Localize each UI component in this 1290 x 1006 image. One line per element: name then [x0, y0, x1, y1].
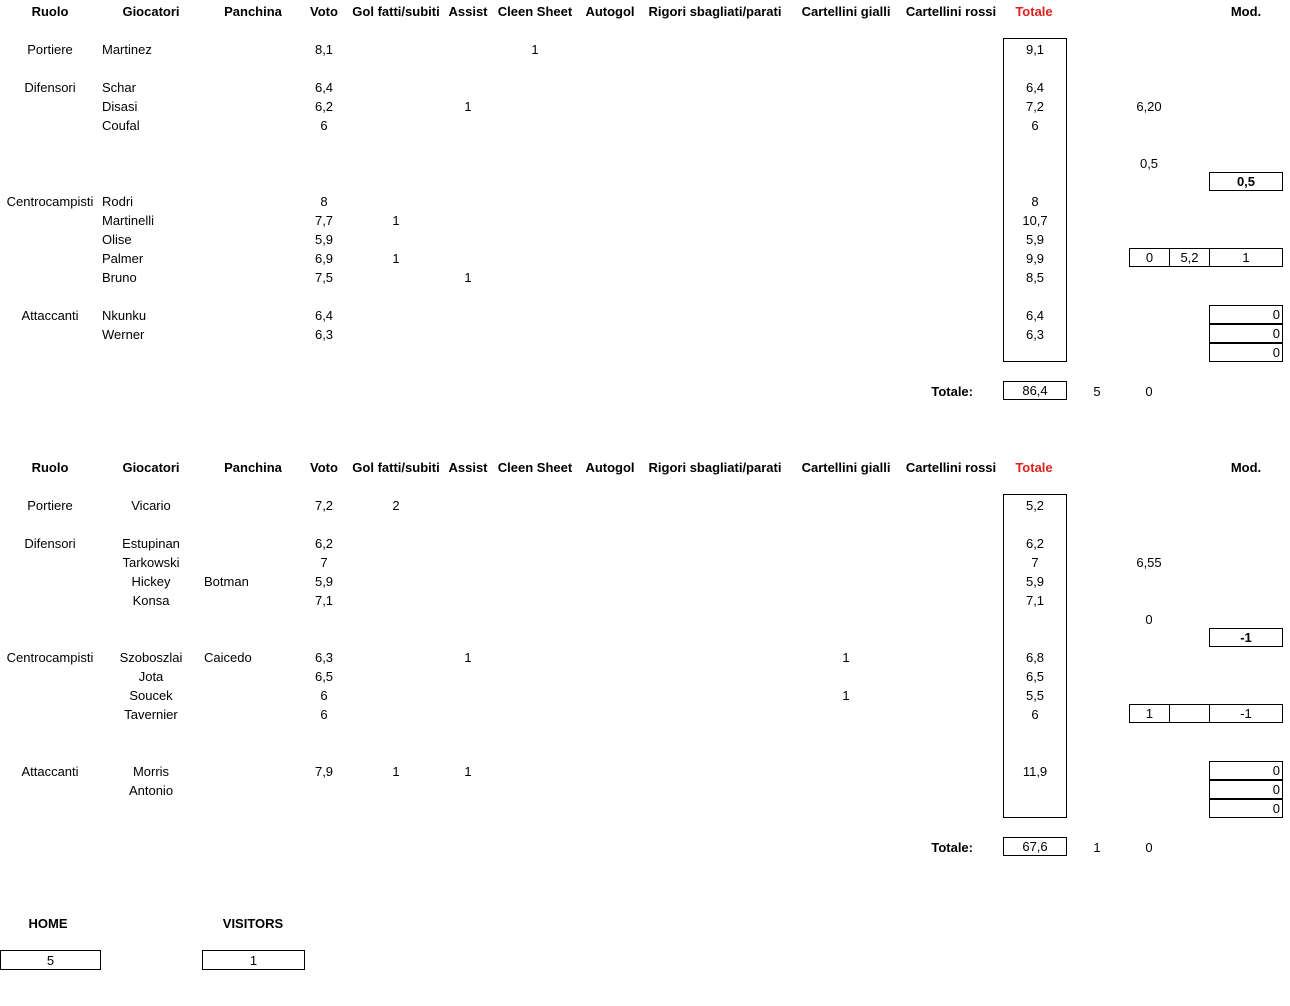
- defense-modifier: 0: [1145, 612, 1153, 627]
- yellow-card-cell: 1: [842, 650, 850, 665]
- voto-cell: 6,4: [314, 80, 334, 95]
- header-cleen-sheet: Cleen Sheet: [497, 460, 573, 475]
- total-value-box: 67,6: [1003, 837, 1067, 856]
- voto-cell: 6: [320, 707, 328, 722]
- player-name: Disasi: [102, 99, 138, 114]
- midfield-calc-a: 0: [1129, 248, 1170, 267]
- assist-cell: 1: [464, 99, 472, 114]
- defense-modifier-box: -1: [1209, 628, 1283, 647]
- defense-modifier: 0,5: [1139, 156, 1159, 171]
- player-name: Martinelli: [102, 213, 155, 228]
- totale-cell: 6,2: [1025, 536, 1045, 551]
- header-panchina: Panchina: [224, 4, 282, 19]
- voto-cell: 7,2: [314, 498, 334, 513]
- totale-cell: 7,1: [1025, 593, 1045, 608]
- gol-cell: 2: [392, 498, 400, 513]
- header-gialli: Cartellini gialli: [801, 460, 891, 475]
- player-name: Bruno: [102, 270, 137, 285]
- voto-cell: 7,1: [314, 593, 334, 608]
- midfield-calc-b: [1169, 704, 1210, 723]
- header-ruolo: Ruolo: [31, 460, 69, 475]
- voto-cell: 8,1: [314, 42, 334, 57]
- header-totale: Totale: [1015, 460, 1053, 475]
- role-difensori: Difensori: [24, 80, 76, 95]
- assist-cell: 1: [464, 650, 472, 665]
- totale-cell: 5,9: [1025, 574, 1045, 589]
- goals-value: 5: [1093, 384, 1101, 399]
- totale-cell: 11,9: [1022, 764, 1048, 779]
- player-name: Antonio: [128, 783, 174, 798]
- player-name: Hickey: [131, 574, 171, 589]
- totale-cell: 6,8: [1025, 650, 1045, 665]
- voto-cell: 6,3: [314, 327, 334, 342]
- header-rossi: Cartellini rossi: [905, 4, 997, 19]
- player-name: Morris: [132, 764, 170, 779]
- header-rossi: Cartellini rossi: [905, 460, 997, 475]
- header-panchina: Panchina: [224, 460, 282, 475]
- home-score-box: 5: [0, 950, 101, 970]
- role-attaccanti: Attaccanti: [21, 308, 79, 323]
- total-value-box: 86,4: [1003, 381, 1067, 400]
- assist-cell: 1: [464, 764, 472, 779]
- player-name: Schar: [102, 80, 136, 95]
- role-centrocampisti: Centrocampisti: [6, 194, 94, 209]
- assist-cell: 1: [464, 270, 472, 285]
- cleen-sheet-cell: 1: [531, 42, 539, 57]
- total-label: Totale:: [931, 384, 973, 399]
- header-totale: Totale: [1015, 4, 1053, 19]
- role-attaccanti: Attaccanti: [21, 764, 79, 779]
- midfield-calc-a: 1: [1129, 704, 1170, 723]
- player-name: Rodri: [102, 194, 134, 209]
- player-name: Tarkowski: [122, 555, 180, 570]
- totale-cell: 8,5: [1025, 270, 1045, 285]
- gol-cell: 1: [392, 213, 400, 228]
- totale-cell: 6,3: [1025, 327, 1045, 342]
- player-name: Nkunku: [102, 308, 147, 323]
- player-name: Estupinan: [122, 536, 180, 551]
- bench-player: Caicedo: [204, 650, 252, 665]
- visitors-label: VISITORS: [222, 916, 284, 931]
- header-mod: Mod.: [1230, 4, 1262, 19]
- header-gialli: Cartellini gialli: [801, 4, 891, 19]
- totale-cell: 7: [1031, 555, 1039, 570]
- header-mod: Mod.: [1230, 460, 1262, 475]
- attack-modifier-box: 0: [1209, 799, 1283, 818]
- player-name: Vicario: [131, 498, 171, 513]
- voto-cell: 7: [320, 555, 328, 570]
- midfield-modifier-box: 1: [1209, 248, 1283, 267]
- voto-cell: 6,5: [314, 669, 334, 684]
- header-cleen-sheet: Cleen Sheet: [497, 4, 573, 19]
- defense-modifier-box: 0,5: [1209, 172, 1283, 191]
- player-name: Konsa: [132, 593, 170, 608]
- voto-cell: 7,9: [314, 764, 334, 779]
- totale-cell: 5,5: [1025, 688, 1045, 703]
- total-label: Totale:: [931, 840, 973, 855]
- attack-modifier-box: 0: [1209, 343, 1283, 362]
- home-label: HOME: [28, 916, 68, 931]
- role-centrocampisti: Centrocampisti: [6, 650, 94, 665]
- defense-average: 6,55: [1136, 555, 1162, 570]
- player-name: Tavernier: [124, 707, 178, 722]
- voto-cell: 6,2: [314, 99, 334, 114]
- attack-modifier-box: 0: [1209, 305, 1283, 324]
- header-giocatori: Giocatori: [122, 4, 180, 19]
- totale-cell: 6: [1031, 707, 1039, 722]
- header-assist: Assist: [448, 460, 488, 475]
- voto-cell: 6,4: [314, 308, 334, 323]
- header-giocatori: Giocatori: [122, 460, 180, 475]
- voto-cell: 6,9: [314, 251, 334, 266]
- header-autogol: Autogol: [585, 4, 635, 19]
- midfield-calc-b: 5,2: [1169, 248, 1210, 267]
- gol-cell: 1: [392, 251, 400, 266]
- header-ruolo: Ruolo: [31, 4, 69, 19]
- totale-cell: 10,7: [1022, 213, 1048, 228]
- totale-cell: 6,4: [1025, 308, 1045, 323]
- totale-cell: 7,2: [1025, 99, 1045, 114]
- voto-cell: 6: [320, 118, 328, 133]
- role-difensori: Difensori: [24, 536, 76, 551]
- voto-cell: 6: [320, 688, 328, 703]
- player-name: Olise: [102, 232, 132, 247]
- player-name: Szoboszlai: [119, 650, 183, 665]
- attack-modifier-box: 0: [1209, 761, 1283, 780]
- voto-cell: 6,3: [314, 650, 334, 665]
- voto-cell: 5,9: [314, 232, 334, 247]
- role-portiere: Portiere: [27, 42, 73, 57]
- voto-cell: 8: [320, 194, 328, 209]
- header-voto: Voto: [310, 4, 338, 19]
- player-name: Jota: [138, 669, 164, 684]
- role-portiere: Portiere: [27, 498, 73, 513]
- header-rigori: Rigori sbagliati/parati: [648, 4, 782, 19]
- header-autogol: Autogol: [585, 460, 635, 475]
- totale-cell: 6,4: [1025, 80, 1045, 95]
- voto-cell: 6,2: [314, 536, 334, 551]
- totale-cell: 5,9: [1025, 232, 1045, 247]
- gol-cell: 1: [392, 764, 400, 779]
- player-name: Soucek: [129, 688, 173, 703]
- player-name: Martinez: [102, 42, 152, 57]
- header-voto: Voto: [310, 460, 338, 475]
- header-gol: Gol fatti/subiti: [352, 460, 440, 475]
- player-name: Coufal: [102, 118, 140, 133]
- header-rigori: Rigori sbagliati/parati: [648, 460, 782, 475]
- bench-player: Botman: [204, 574, 249, 589]
- voto-cell: 7,7: [314, 213, 334, 228]
- attack-modifier-box: 0: [1209, 780, 1283, 799]
- extra-value: 0: [1145, 384, 1153, 399]
- totale-cell: 9,9: [1025, 251, 1045, 266]
- midfield-modifier-box: -1: [1209, 704, 1283, 723]
- player-name: Palmer: [102, 251, 144, 266]
- yellow-card-cell: 1: [842, 688, 850, 703]
- totale-cell: 6: [1031, 118, 1039, 133]
- totale-cell: 9,1: [1025, 42, 1045, 57]
- totale-cell: 5,2: [1025, 498, 1045, 513]
- voto-cell: 7,5: [314, 270, 334, 285]
- defense-average: 6,20: [1136, 99, 1162, 114]
- attack-modifier-box: 0: [1209, 324, 1283, 343]
- extra-value: 0: [1145, 840, 1153, 855]
- header-assist: Assist: [448, 4, 488, 19]
- player-name: Werner: [102, 327, 145, 342]
- totale-cell: 8: [1031, 194, 1039, 209]
- goals-value: 1: [1093, 840, 1101, 855]
- header-gol: Gol fatti/subiti: [352, 4, 440, 19]
- voto-cell: 5,9: [314, 574, 334, 589]
- visitors-score-box: 1: [202, 950, 305, 970]
- totale-cell: 6,5: [1025, 669, 1045, 684]
